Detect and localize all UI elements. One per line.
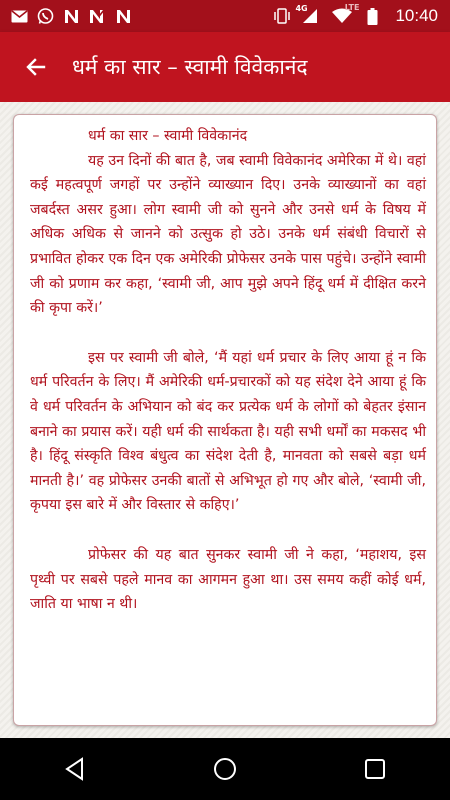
- navigation-bar: [0, 738, 450, 800]
- network-type: 4G: [295, 4, 308, 13]
- clock: 10:40: [395, 6, 438, 25]
- article-text: [14, 115, 436, 617]
- article-card[interactable]: [13, 114, 437, 726]
- article-paragraph-1-text: यह उन दिनों की बात है, जब स्वामी विवेकानंद अमेरिका में थे। वहां कई महत्वपूर्ण जगहों पर उन्होंने व्याख्यान दिए। उनके व्याख्यानों का वहां जबर्दस्त असर हुआ। लोग स्वामी जी को सुनने और उनसे धर्म के विषय में अधिक अधिक से जानने को उत्सुक हो उठे। उनके धर्म संबंधी विचारों से प्रभावित होकर एक दिन एक अमेरिकी प्रोफेसर उनके पास पहुंचे। उन्होंने स्वामी जी को प्रणाम कर कहा, ‘स्वामी जी, आप मुझे अपने हिंदू धर्म में दीक्षित करने की कृपा करें।’: [30, 152, 426, 317]
- notification-icons: [10, 7, 132, 25]
- whatsapp-icon: [36, 7, 54, 25]
- nav-home-icon: [213, 757, 237, 781]
- n-icon: [62, 7, 80, 25]
- nav-back-button[interactable]: [45, 744, 105, 794]
- battery-icon: [363, 7, 381, 25]
- signal-icon: [295, 4, 321, 25]
- system-icons: [273, 3, 438, 26]
- vibrate-icon: [273, 7, 291, 25]
- app-bar: [0, 32, 450, 102]
- status-bar: [0, 0, 450, 32]
- article-paragraph-2: [30, 346, 426, 518]
- article-heading: धर्म का सार – स्वामी विवेकानंद: [88, 128, 248, 144]
- n-icon: [114, 7, 132, 25]
- lte-label: LTE: [344, 3, 360, 12]
- n-check-icon: [88, 7, 106, 25]
- mail-icon: [10, 7, 28, 25]
- nav-recents-button[interactable]: [345, 744, 405, 794]
- nav-back-icon: [64, 757, 86, 781]
- nav-home-button[interactable]: [195, 744, 255, 794]
- back-button[interactable]: [0, 32, 72, 102]
- article-paragraph-3-text: प्रोफेसर की यह बात सुनकर स्वामी जी ने कहा, ‘महाशय, इस पृथ्वी पर सबसे पहले मानव का आगमन हुआ था। उस समय कहीं कोई धर्म, जाति या भाषा न थी।: [30, 546, 426, 613]
- nav-recents-icon: [364, 758, 386, 780]
- article-paragraph-3: [30, 543, 426, 617]
- page-title: धर्म का सार – स्वामी विवेकानंद: [72, 55, 308, 79]
- article-paragraph-1: [30, 149, 426, 321]
- article-paragraph-2-text: इस पर स्वामी जी बोले, ‘मैं यहां धर्म प्रचार के लिए आया हूं न कि धर्म परिवर्तन के लिए। मैं अमेरिकी धर्म-प्रचारकों को यह संदेश देने आया हूं कि वे धर्म परिवर्तन के अभियान को बंद कर प्रत्येक धर्म के लोगों को बेहतर इंसान बनाने का प्रयास करें। यही धर्म की सार्थकता है। यही सभी धर्मों का मकसद भी है। हिंदू संस्कृति विश्व बंधुत्व का संदेश देती है, मानवता को सबसे बड़ा धर्म मानती है।’ वह प्रोफेसर उनकी बातों से अभिभूत हो गए और बोले, ‘स्वामी जी, कृपया इस बारे में और विस्तार से कहिए।’: [30, 349, 426, 514]
- wifi-icon: [329, 3, 360, 25]
- back-arrow-icon: [24, 55, 48, 79]
